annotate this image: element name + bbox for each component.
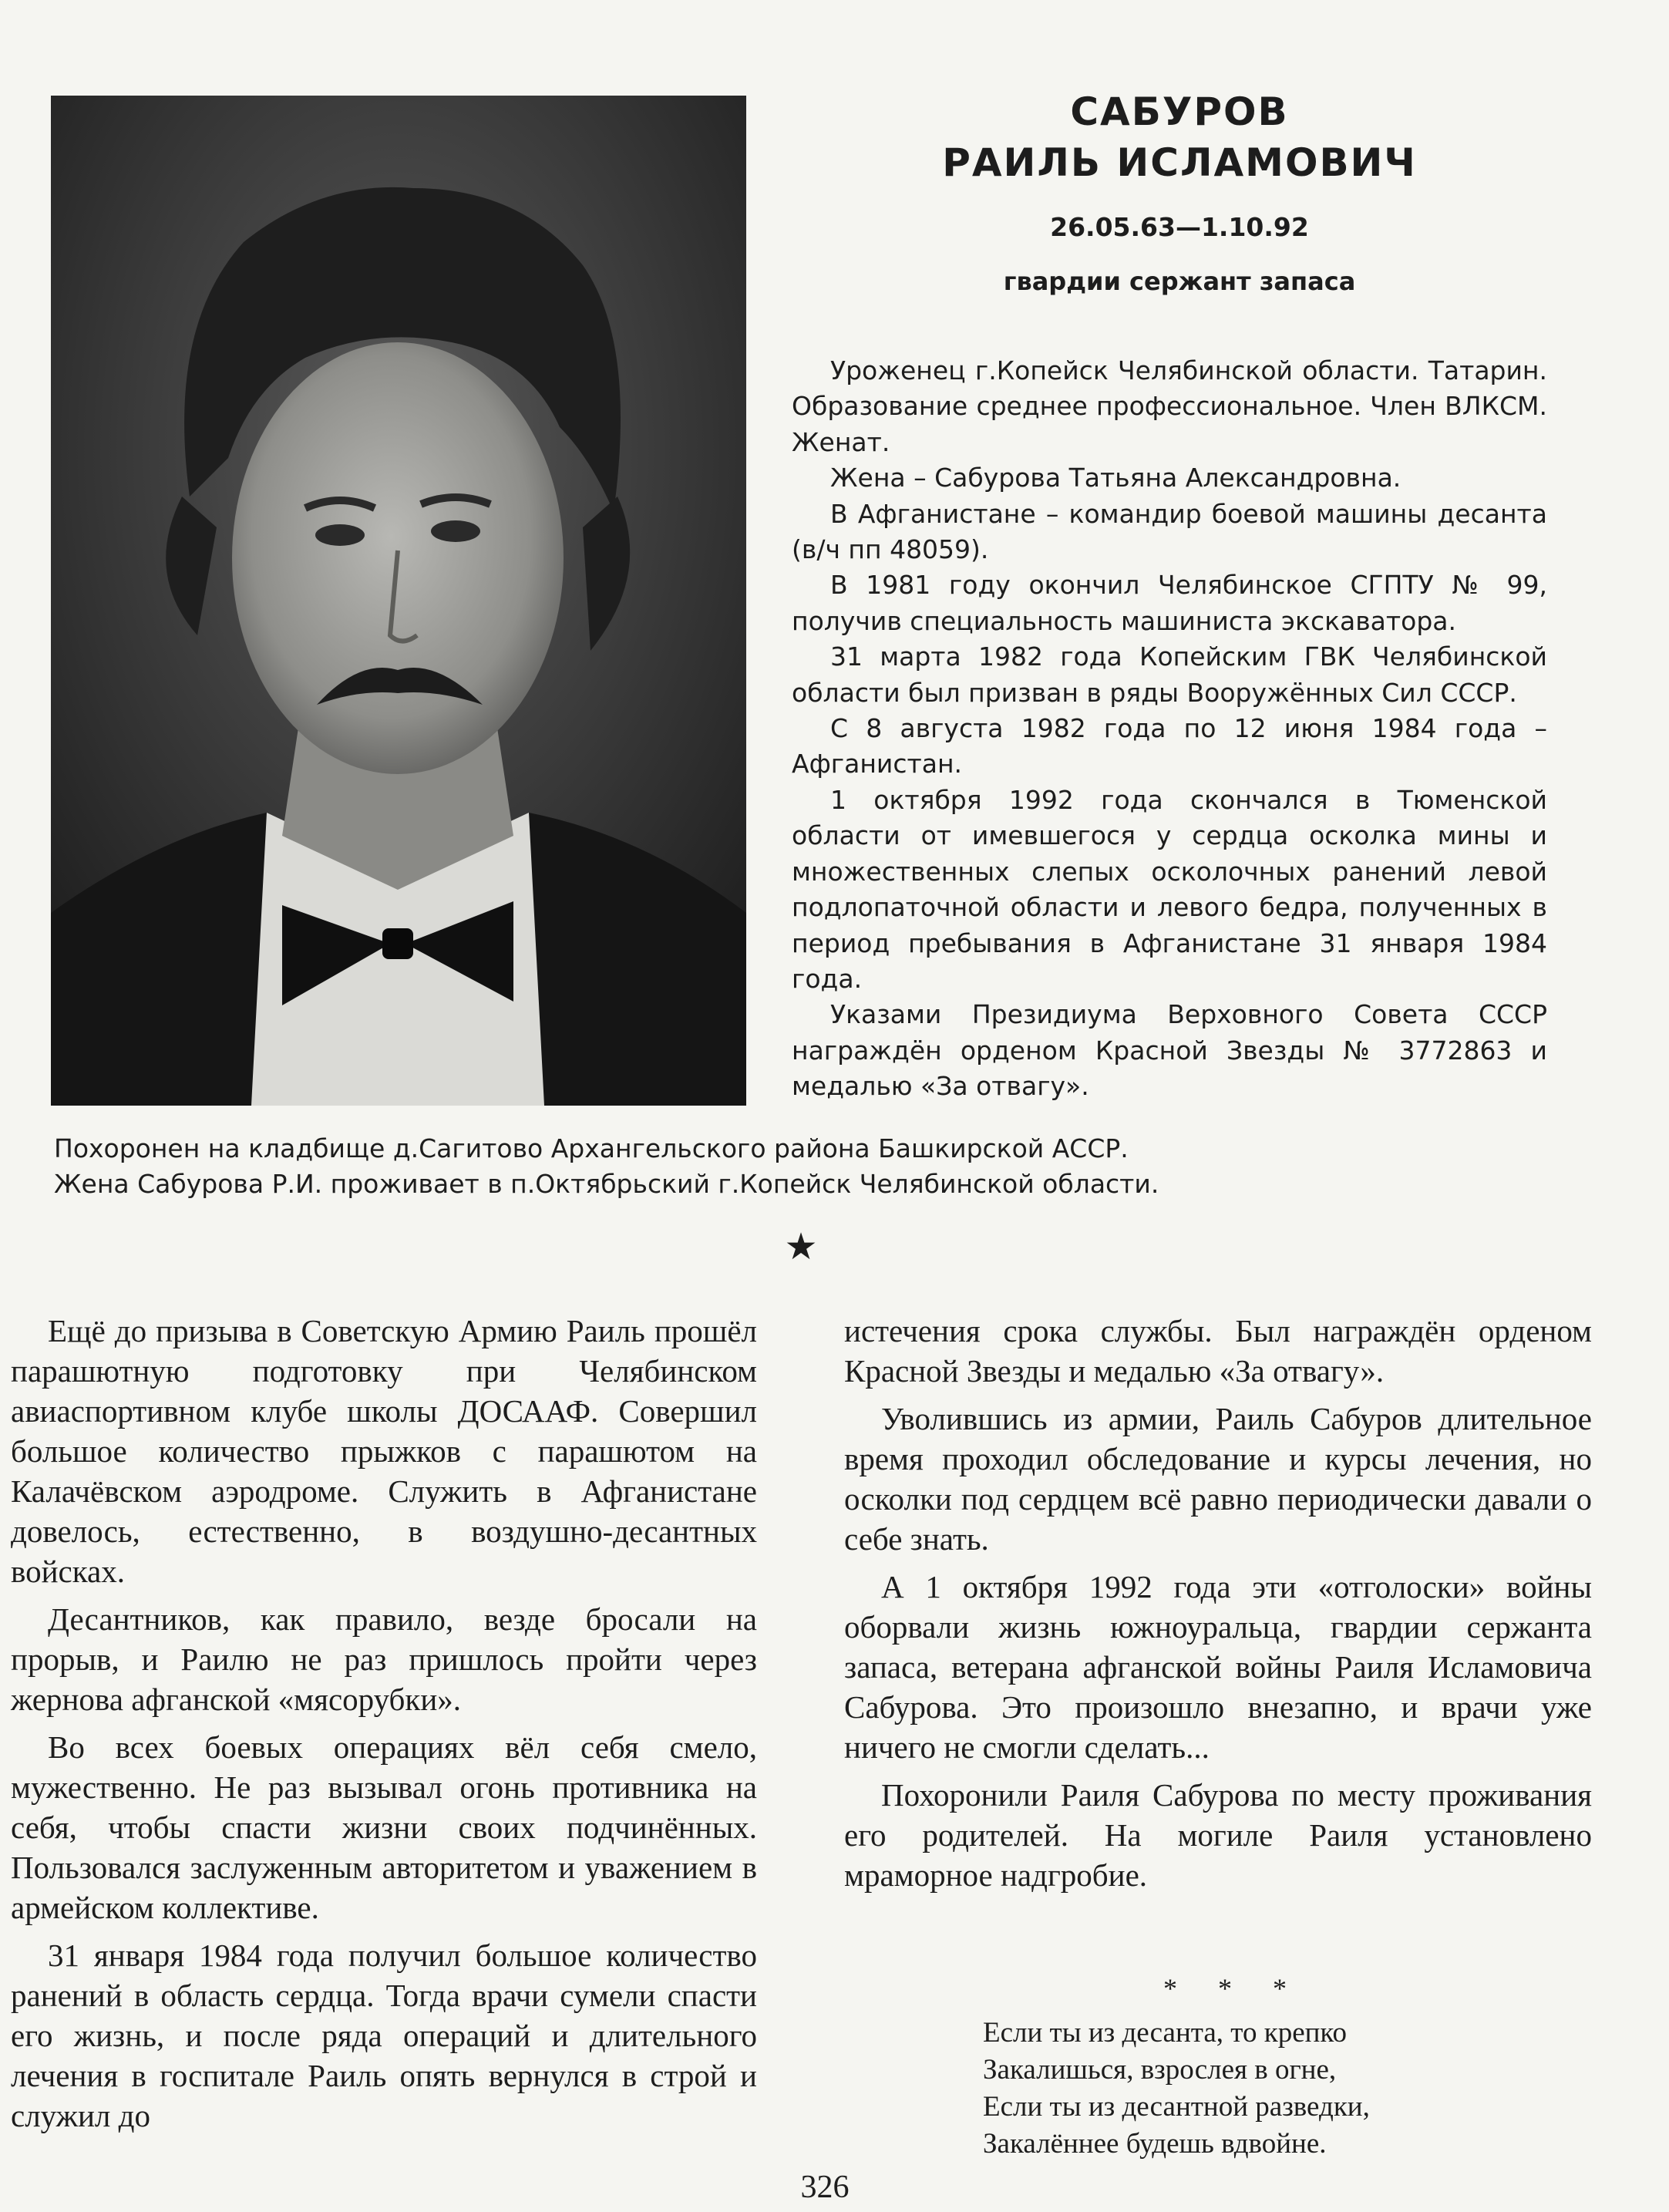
- portrait-photo: [51, 96, 746, 1106]
- article-paragraph: А 1 октября 1992 года эти «отголоски» войны оборвали жизнь южноуральца, гвардии сержанта запаса, ветерана афганской войны Раиля Исламовича Сабурова. Это произошло внезапно, и врачи уже ничего не смогли сделать...: [844, 1569, 1592, 1765]
- poem-line: Закалишься, взрослея в огне,: [983, 2054, 1337, 2086]
- page-number: 326: [800, 2170, 850, 2205]
- person-given-names: РАИЛЬ ИСЛАМОВИЧ: [942, 140, 1417, 185]
- article-paragraph: Похоронили Раиля Сабурова по месту проживания его родителей. На могиле Раиля установлено мраморное надгробие.: [844, 1777, 1592, 1893]
- bio-paragraph: Уроженец г.Копейск Челябинской области. Татарин. Образование среднее профессиональное. Член ВЛКСМ. Женат.: [792, 355, 1547, 457]
- burial-info: [54, 1131, 1550, 1202]
- article-paragraph-continued: истечения срока службы. Был награждён орденом Красной Звезды и медалью «За отвагу».: [844, 1313, 1592, 1389]
- portrait-image: [51, 96, 746, 1106]
- bio-paragraph: 31 марта 1982 года Копейским ГВК Челябинской области был призван в ряды Вооружённых Сил СССР.: [792, 641, 1547, 708]
- biography: [792, 353, 1547, 1105]
- article-column-left: [11, 1311, 757, 2143]
- article-column-right: [844, 1311, 1592, 1903]
- military-rank: гвардии сержант запаса: [1003, 267, 1356, 296]
- burial-line: Похоронен на кладбище д.Сагитово Архангельского района Башкирской АССР.: [54, 1133, 1129, 1163]
- poem-asterisks: * * *: [1163, 1973, 1304, 2004]
- person-surname: САБУРОВ: [1070, 89, 1289, 134]
- article-paragraph: Уволившись из армии, Раиль Сабуров длительное время проходил обследование и курсы лечения, но осколки под сердцем всё равно периодически давали о себе знать.: [844, 1401, 1592, 1557]
- bio-paragraph: В Афганистане – командир боевой машины десанта (в/ч пп 48059).: [792, 498, 1547, 565]
- star-separator: ★: [784, 1225, 818, 1268]
- burial-line: Жена Сабурова Р.И. проживает в п.Октябрьский г.Копейск Челябинской области.: [54, 1169, 1159, 1199]
- article-paragraph: Ещё до призыва в Советскую Армию Раиль прошёл парашютную подготовку при Челябинском авиаспортивном клубе школы ДОСААФ. Совершил большое количество прыжков с парашютом на Калачёвском аэродроме. Служить в Афганистане довелось, естественно, в воздушно-десантных войсках.: [11, 1313, 757, 1589]
- life-dates: 26.05.63—1.10.92: [1050, 212, 1309, 242]
- bio-paragraph: С 8 августа 1982 года по 12 июня 1984 года – Афганистан.: [792, 713, 1547, 779]
- poem-line: Закалённее будешь вдвойне.: [983, 2128, 1327, 2160]
- bio-paragraph: Указами Президиума Верховного Совета СССР награждён орденом Красной Звезды № 3772863 и медалью «За отвагу».: [792, 999, 1547, 1102]
- header: [786, 86, 1573, 299]
- article-paragraph: 31 января 1984 года получил большое количество ранений в область сердца. Тогда врачи сумели спасти его жизнь, и после ряда операций и длительного лечения в госпитале Раиль опять вернулся в строй и служил до: [11, 1938, 757, 2133]
- poem: [983, 2015, 1569, 2163]
- poem-line: Если ты из десанта, то крепко: [983, 2017, 1348, 2049]
- bio-paragraph: 1 октября 1992 года скончался в Тюменской области от имевшегося у сердца осколка мины и множественных слепых осколочных ранений левой подлопаточной области и левого бедра, полученных в период пребывания в Афганистане 31 января 1984 года.: [792, 784, 1547, 994]
- bio-paragraph: В 1981 году окончил Челябинское СГПТУ № 99, получив специальность машиниста экскаватора.: [792, 570, 1547, 636]
- poem-line: Если ты из десантной разведки,: [983, 2091, 1370, 2123]
- article-paragraph: Во всех боевых операциях вёл себя смело, мужественно. Не раз вызывал огонь противника на себя, чтобы спасти жизни своих подчинённых. Пользовался заслуженным авторитетом и уважением в армейском коллективе.: [11, 1729, 757, 1925]
- article-paragraph: Десантников, как правило, везде бросали на прорыв, и Раилю не раз пришлось пройти через жернова афганской «мясорубки».: [11, 1601, 757, 1717]
- bio-paragraph: Жена – Сабурова Татьяна Александровна.: [830, 463, 1401, 493]
